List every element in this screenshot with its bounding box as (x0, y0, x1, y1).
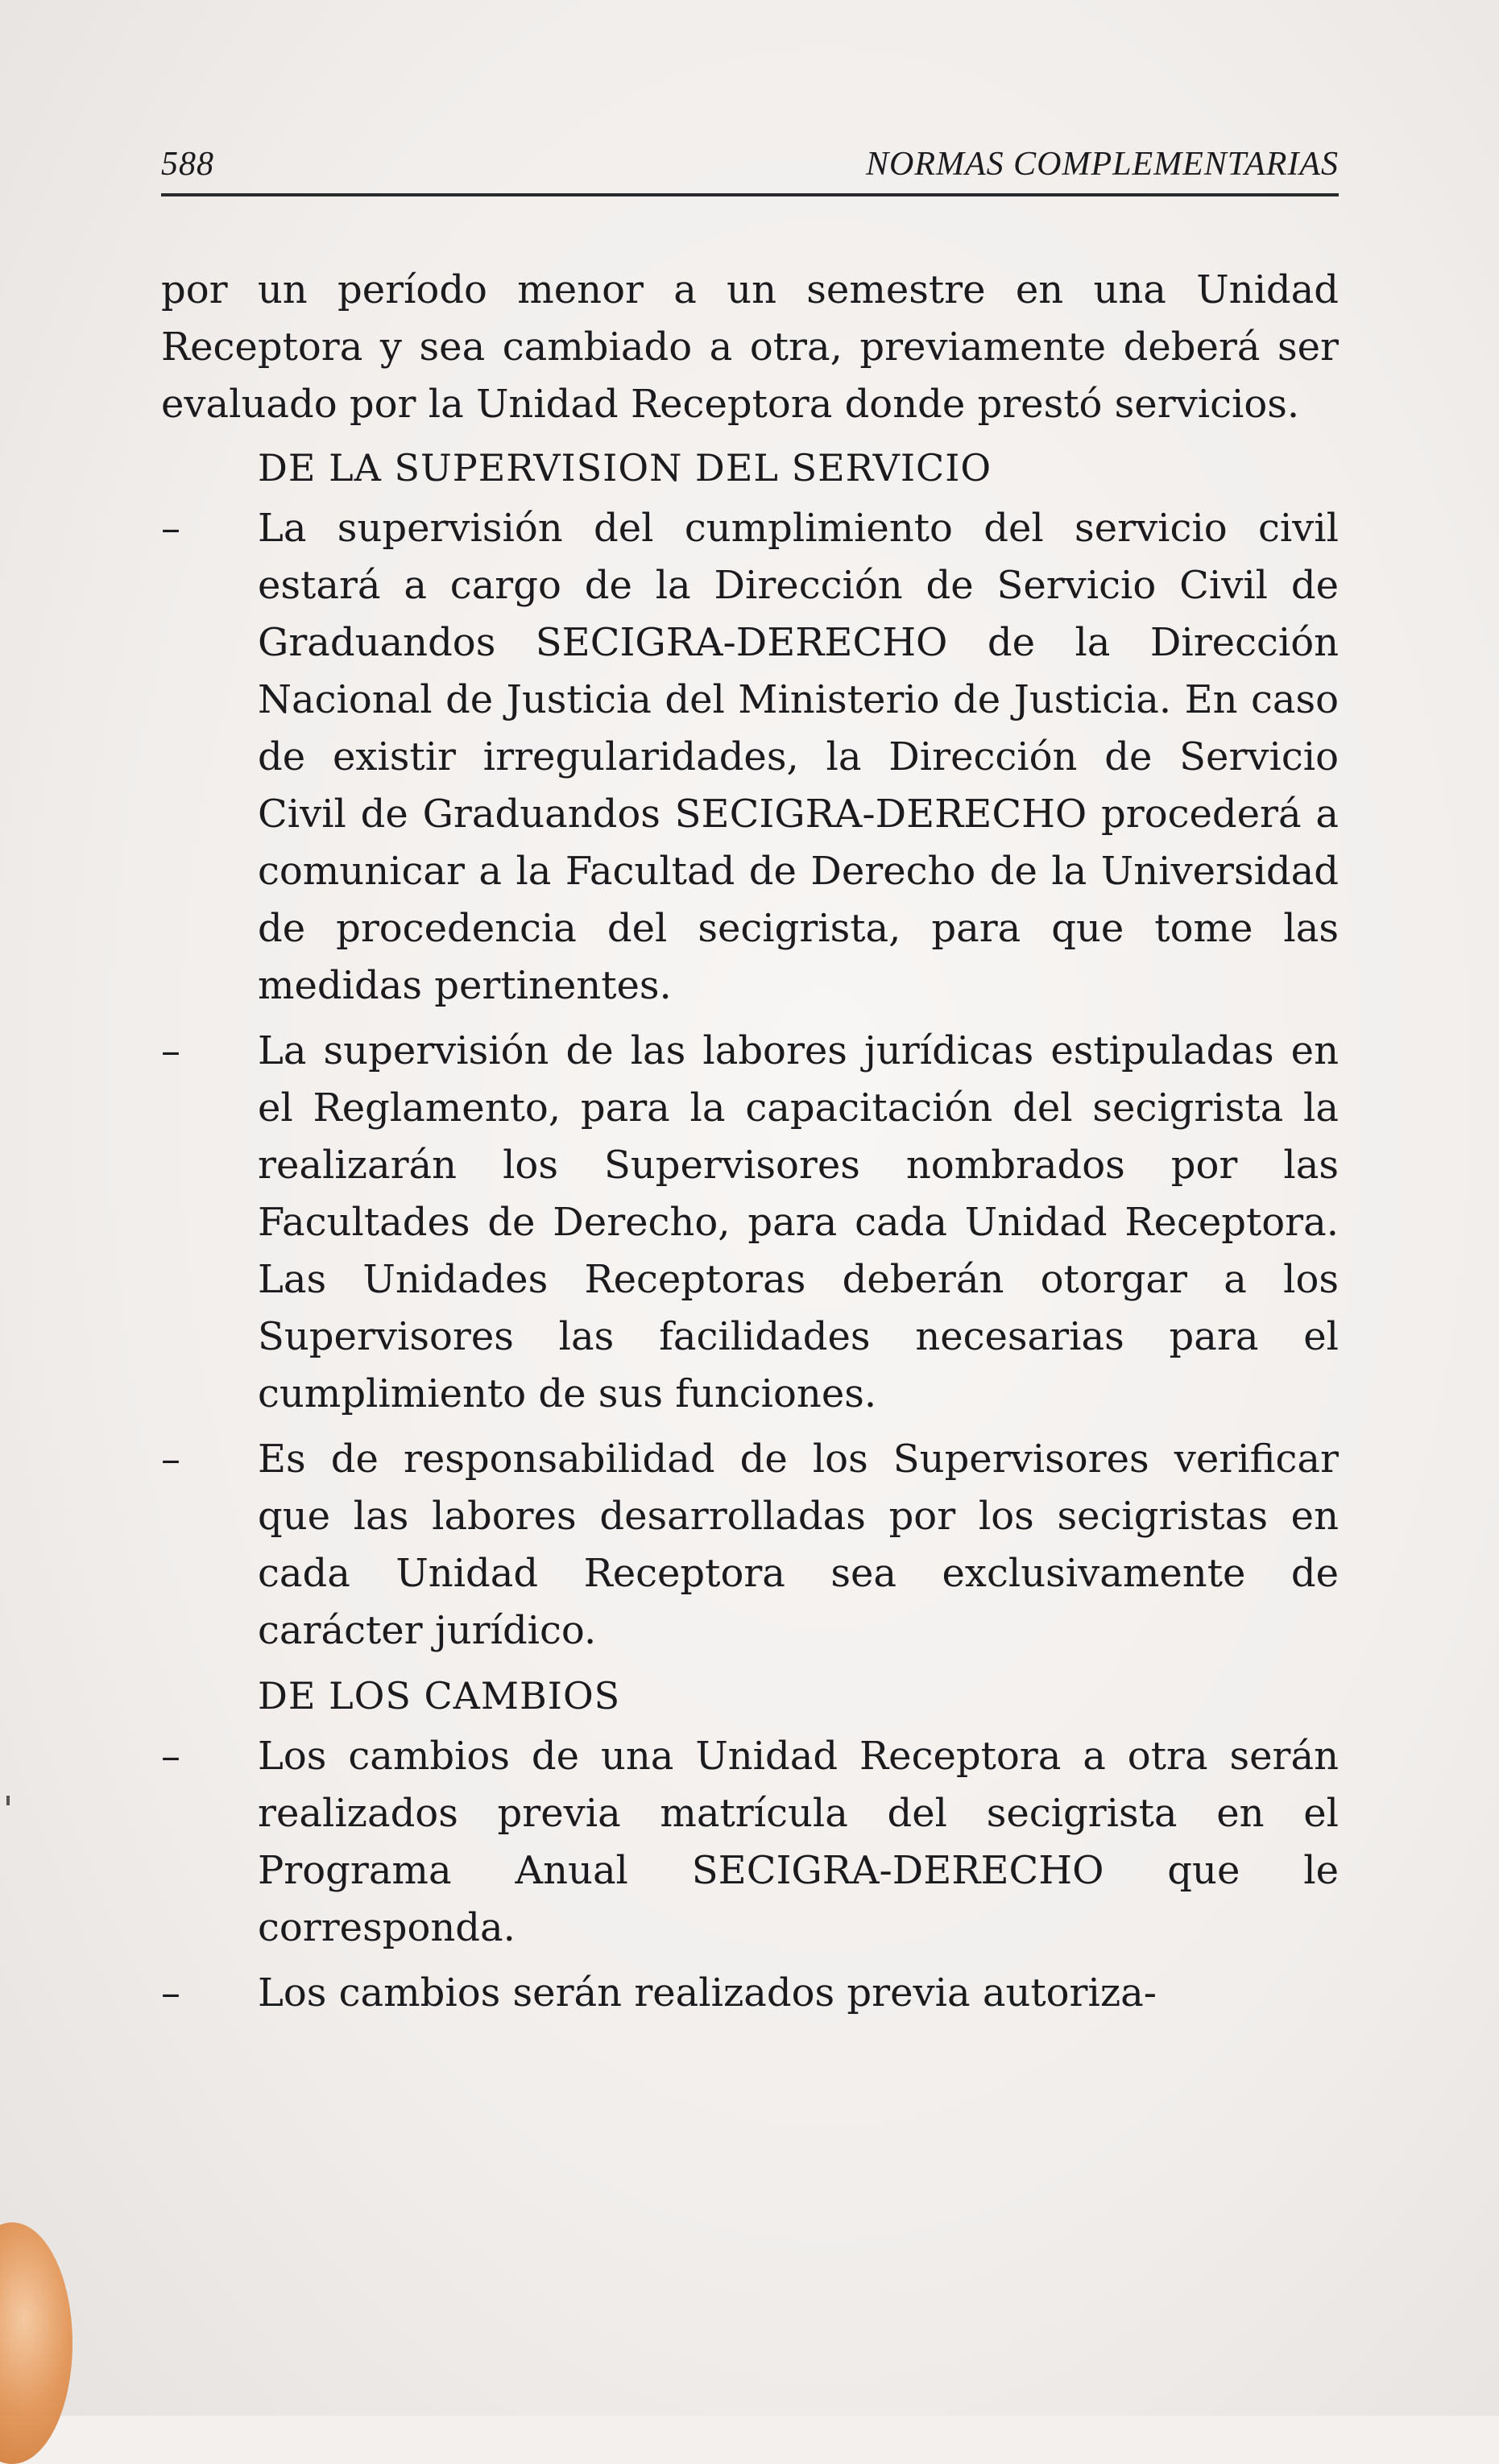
dash-bullet: – (161, 1437, 180, 1482)
list-item (161, 1023, 1339, 1423)
list-item-text: Los cambios serán realizados previa autoriza- (258, 1970, 1157, 2015)
header-rule (161, 193, 1339, 196)
page-speck (6, 1796, 10, 1805)
dash-bullet: – (161, 1028, 180, 1073)
intro-paragraph: por un período menor a un semestre en una Unidad Receptora y sea cambiado a otra, previamente deberá ser evaluado por la Unidad Receptora donde prestó servicios. (161, 267, 1339, 427)
page-header (161, 145, 1339, 193)
list-item-text: La supervisión del cumplimiento del servicio civil estará a cargo de la Dirección de Servicio Civil de Graduandos SECIGRA-DERECHO de la Dirección Nacional de Justicia del Ministerio de Justicia. En caso de existir irregularidades, la Dirección de Servicio Civil de Graduandos SECIGRA-DERECHO procederá a comunicar a la Facultad de Derecho de la Universidad de procedencia del secigrista, para que tome las medidas pertinentes. (258, 506, 1339, 1008)
list-item-text: La supervisión de las labores jurídicas estipuladas en el Reglamento, para la capacitación del secigrista la realizarán los Supervisores nombrados por las Facultades de Derecho, para cada Unidad Receptora. Las Unidades Receptoras deberán otorgar a los Supervisores las facilidades necesarias para el cumplimiento de sus funciones. (258, 1028, 1339, 1416)
section-heading-cambios: DE LOS CAMBIOS (258, 1674, 621, 1718)
dash-bullet: – (161, 506, 180, 551)
list-item-text: Es de responsabilidad de los Supervisores verificar que las labores desarrolladas por los secigristas en cada Unidad Receptora sea exclusivamente de carácter jurídico. (258, 1437, 1339, 1653)
list-item (161, 500, 1339, 1015)
page-body (161, 262, 1339, 2030)
list-item (161, 1728, 1339, 1957)
list-item (161, 1431, 1339, 1660)
dash-bullet: – (161, 1734, 180, 1779)
dash-bullet: – (161, 1970, 180, 2015)
page-number: 588 (161, 146, 214, 183)
running-title: NORMAS COMPLEMENTARIAS (866, 146, 1339, 183)
list-item (161, 1965, 1339, 2022)
list-item-text: Los cambios de una Unidad Receptora a otra serán realizados previa matrícula del secigrista en el Programa Anual SECIGRA-DERECHO que le corresponda. (258, 1734, 1339, 1950)
section-heading-supervision: DE LA SUPERVISION DEL SERVICIO (258, 446, 992, 490)
